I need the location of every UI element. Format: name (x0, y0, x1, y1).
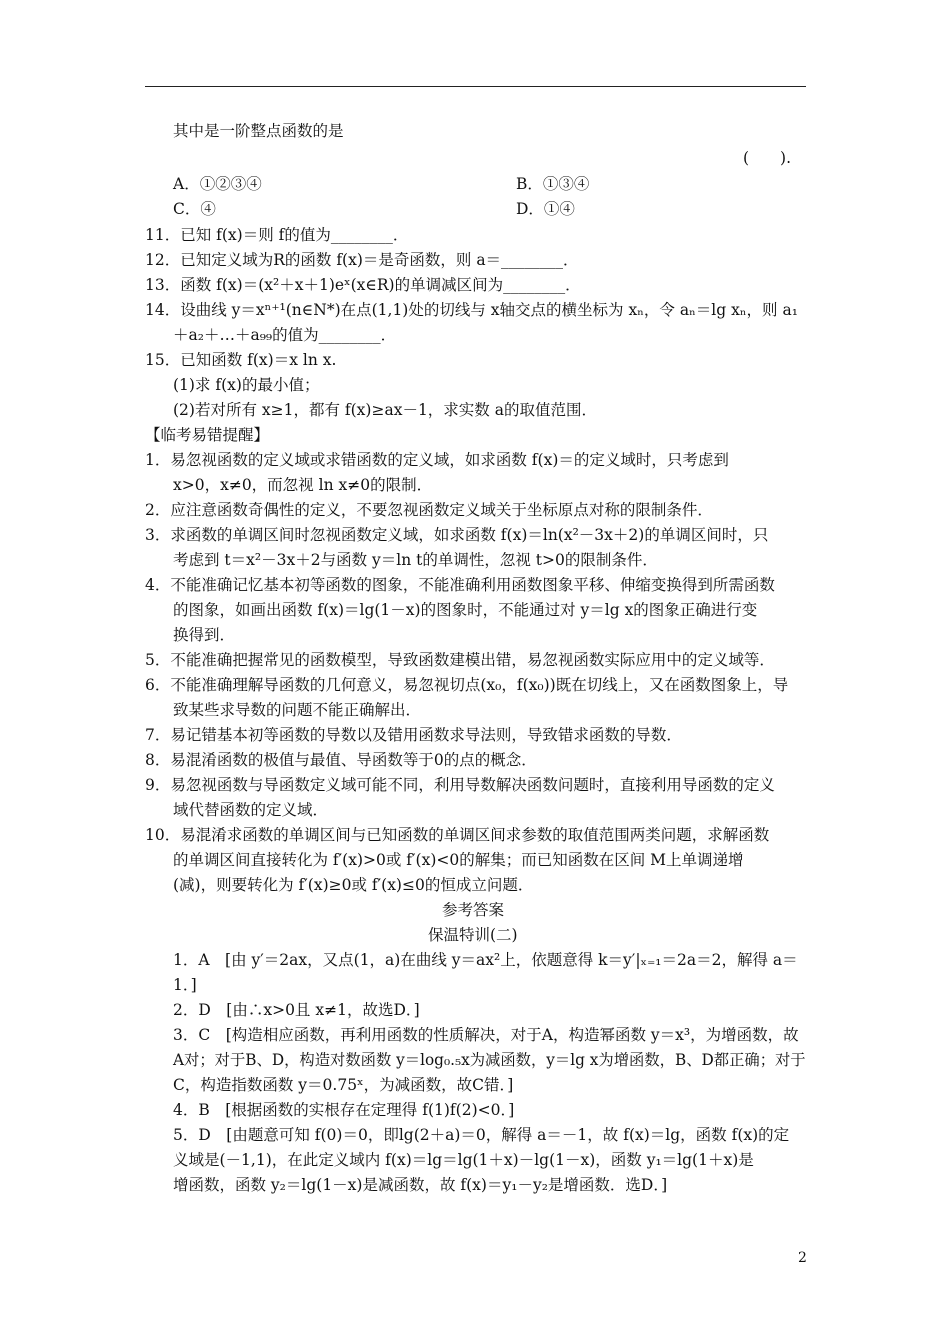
reminder-10-cont: (减)，则要转化为 f′(x)≥0或 f′(x)≤0的恒成立问题． (173, 876, 534, 894)
question-15-part-2: (2)若对所有 x≥1，都有 f(x)≥ax－1，求实数 a的取值范围． (173, 401, 597, 419)
reminder-3: 3．求函数的单调区间时忽视函数定义域，如求函数 f(x)＝ln(x²－3x＋2)的单调区间时，只 (145, 526, 769, 544)
answer-3-cont: C，构造指数函数 y＝0.75ˣ，为减函数，故C错．] (173, 1076, 514, 1094)
reminder-9: 9．易忽视函数与导函数定义域可能不同，利用导数解决函数问题时，直接利用导函数的定义 (145, 776, 775, 794)
answer-1: 1．A [由 y′＝2ax，又点(1，a)在曲线 y＝ax²上，依题意得 k＝y′|ₓ₌₁＝2a＝2，解得 a＝ (173, 951, 798, 969)
reminder-9-cont: 域代替函数的定义域． (173, 801, 329, 819)
question-15: 15．已知函数 f(x)＝x ln x. (145, 351, 337, 369)
question-11: 11．已知 f(x)＝则 f的值为________． (145, 226, 409, 244)
section-heading-reminders: 【临考易错提醒】 (145, 426, 270, 444)
reminder-4-cont: 换得到． (173, 626, 236, 644)
answers-subtitle: 保温特训(二) (428, 926, 518, 944)
reminder-7: 7．易记错基本初等函数的导数以及错用函数求导法则，导致错求函数的导数． (145, 726, 682, 744)
reminder-4-cont: 的图象，如画出函数 f(x)＝lg(1－x)的图象时，不能通过对 y＝lg x的图象正确进行变 (173, 601, 758, 619)
reminder-6-cont: 致某些求导数的问题不能正确解出． (173, 701, 422, 719)
answer-3-cont: A对；对于B、D，构造对数函数 y＝log₀.₅x为减函数，y＝lg x为增函数，B、D都正确；对于 (173, 1051, 806, 1069)
reminder-3-cont: 考虑到 t＝x²－3x＋2与函数 y＝ln t的单调性，忽视 t>0的限制条件． (173, 551, 658, 569)
answers-title: 参考答案 (442, 901, 505, 919)
option-d: D．①④ (516, 200, 575, 218)
option-a: A．①②③④ (173, 175, 262, 193)
question-14-cont: ＋a₂＋…＋a₉₉的值为________． (173, 326, 397, 344)
reminder-10-cont: 的单调区间直接转化为 f′(x)>0或 f′(x)<0的解集；而已知函数在区间 M上单调递增 (173, 851, 744, 869)
answer-3: 3．C [构造相应函数，再利用函数的性质解决，对于A，构造幂函数 y＝x³，为增函数，故 (173, 1026, 799, 1044)
option-b: B．①③④ (516, 175, 590, 193)
reminder-1-cont: x>0，x≠0，而忽视 ln x≠0的限制． (173, 476, 433, 494)
option-c: C．④ (173, 200, 216, 218)
reminder-6: 6．不能准确理解导函数的几何意义，易忽视切点(x₀，f(x₀))既在切线上，又在函数图象上，导 (145, 676, 789, 694)
question-14: 14．设曲线 y＝xⁿ⁺¹(n∈N*)在点(1,1)处的切线与 x轴交点的横坐标为 xₙ，令 aₙ＝lg xₙ，则 a₁ (145, 301, 798, 319)
reminder-4: 4．不能准确记忆基本初等函数的图象，不能准确利用函数图象平移、伸缩变换得到所需函数 (145, 576, 775, 594)
reminder-10: 10．易混淆求函数的单调区间与已知函数的单调区间求参数的取值范围两类问题，求解函数 (145, 826, 770, 844)
reminder-5: 5．不能准确把握常见的函数模型，导致函数建模出错，易忽视函数实际应用中的定义域等． (145, 651, 775, 669)
reminder-8: 8．易混淆函数的极值与最值、导函数等于0的点的概念． (145, 751, 537, 769)
question-12: 12．已知定义域为R的函数 f(x)＝是奇函数，则 a＝________． (145, 251, 579, 269)
answer-5-cont: 增函数，函数 y₂＝lg(1－x)是减函数，故 f(x)＝y₁－y₂是增函数．选D．] (173, 1176, 668, 1194)
question-15-part-1: (1)求 f(x)的最小值； (173, 376, 320, 394)
page-number: 2 (798, 1250, 807, 1266)
reminder-1: 1．易忽视函数的定义域或求错函数的定义域，如求函数 f(x)＝的定义域时，只考虑到 (145, 451, 729, 469)
question-13: 13．函数 f(x)＝(x²＋x＋1)eˣ(x∈R)的单调减区间为________． (145, 276, 581, 294)
answer-bracket: ( ). (743, 149, 792, 167)
header-rule (145, 86, 806, 87)
answer-4: 4．B [根据函数的实根存在定理得 f(1)f(2)<0．] (173, 1101, 515, 1119)
answer-5-cont: 义域是(－1,1)，在此定义域内 f(x)＝lg＝lg(1＋x)－lg(1－x)，函数 y₁＝lg(1＋x)是 (173, 1151, 754, 1169)
answer-5: 5．D [由题意可知 f(0)＝0，即lg(2＋a)＝0，解得 a＝－1，故 f(x)＝lg，函数 f(x)的定 (173, 1126, 790, 1144)
answer-1-cont: 1．] (173, 976, 197, 994)
text-line: 其中是一阶整点函数的是 (173, 122, 344, 140)
reminder-2: 2．应注意函数奇偶性的定义，不要忽视函数定义域关于坐标原点对称的限制条件． (145, 501, 713, 519)
answer-2: 2．D [由∴x>0且 x≠1，故选D．] (173, 1001, 420, 1019)
